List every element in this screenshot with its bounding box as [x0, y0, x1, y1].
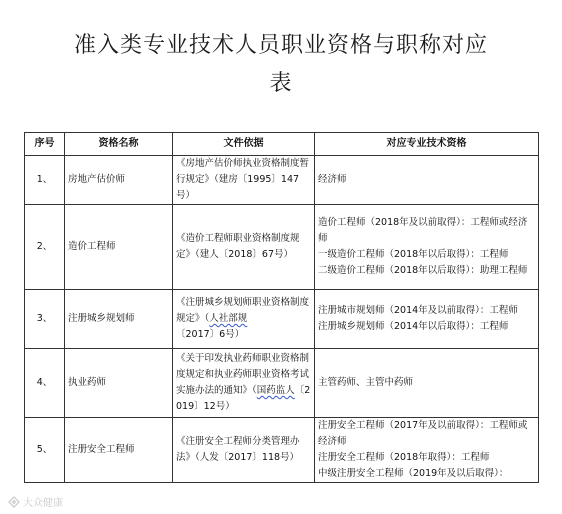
cell-no: 4、 — [25, 349, 65, 418]
cell-doc — [173, 349, 315, 418]
header-match: 对应专业技术资格 — [315, 133, 539, 156]
watermark — [8, 494, 63, 509]
match-line: 中级注册安全工程师（2019年及以后取得）： — [318, 468, 509, 479]
cell-name: 房地产估价师 — [65, 156, 173, 205]
doc-text: 《注册城乡规划师职业资格制度规定》（ — [176, 297, 310, 324]
doc-text: 《关于印发执业药师职业资格制度规定和执业药师职业资格考试实施办法的通知》（ — [176, 353, 310, 396]
cell-doc: 《造价工程师职业资格制度规定》（建人〔2018〕67号） — [173, 205, 315, 290]
table-row — [25, 349, 539, 418]
cell-match — [315, 156, 539, 205]
header-doc: 文件依据 — [173, 133, 315, 156]
cell-name: 注册安全工程师 — [65, 418, 173, 483]
document-title-continued: 表 — [269, 71, 293, 96]
cell-doc — [173, 290, 315, 349]
doc-text-spellcheck: 人社部规 — [209, 313, 248, 324]
doc-text: 〔2019〕12号） — [176, 385, 311, 412]
match-line: 注册城市规划师（2014年及以前取得）：工程师 — [318, 305, 518, 316]
cell-match — [315, 290, 539, 349]
cell-match — [315, 205, 539, 290]
match-line: 一级造价工程师（2018年以后取得）：工程师 — [318, 249, 509, 260]
cell-no: 5、 — [25, 418, 65, 483]
match-line: 经济师 — [318, 174, 347, 185]
table-row — [25, 290, 539, 349]
match-line: 二级造价工程师（2018年以后取得）：助理工程师 — [318, 265, 528, 276]
header-no: 序号 — [25, 133, 65, 156]
cell-doc: 《注册安全工程师分类管理办法》（人发〔2017〕118号） — [173, 418, 315, 483]
match-line: 注册安全工程师（2017年及以前取得）：工程师或经济师 — [318, 420, 528, 447]
table-row — [25, 205, 539, 290]
table-row — [25, 156, 539, 205]
document-title: 准入类专业技术人员职业资格与职称对应 — [73, 33, 488, 58]
header-name: 资格名称 — [65, 133, 173, 156]
cell-match — [315, 418, 539, 483]
table-header-row — [25, 133, 539, 156]
match-line: 注册城乡规划师（2014年以后取得）：工程师 — [318, 321, 509, 332]
qualification-table — [24, 132, 539, 483]
match-line: 主管药师、主管中药师 — [318, 377, 414, 388]
cell-no: 1、 — [25, 156, 65, 205]
cell-name: 造价工程师 — [65, 205, 173, 290]
doc-text: 〔2017〕6号） — [176, 329, 245, 340]
cell-name: 执业药师 — [65, 349, 173, 418]
cell-name: 注册城乡规划师 — [65, 290, 173, 349]
cell-doc: 《房地产估价师执业资格制度暂行规定》（建房〔1995〕147号） — [173, 156, 315, 205]
diamond-logo-icon — [8, 496, 20, 508]
doc-text-spellcheck: 国药监人 — [256, 385, 295, 396]
cell-no: 3、 — [25, 290, 65, 349]
cell-match — [315, 349, 539, 418]
table-row — [25, 418, 539, 483]
cell-no: 2、 — [25, 205, 65, 290]
watermark-text: 大众健康 — [23, 498, 63, 509]
match-line: 造价工程师（2018年及以前取得）：工程师或经济师 — [318, 217, 528, 244]
match-line: 注册安全工程师（2018年取得）：工程师 — [318, 452, 490, 463]
